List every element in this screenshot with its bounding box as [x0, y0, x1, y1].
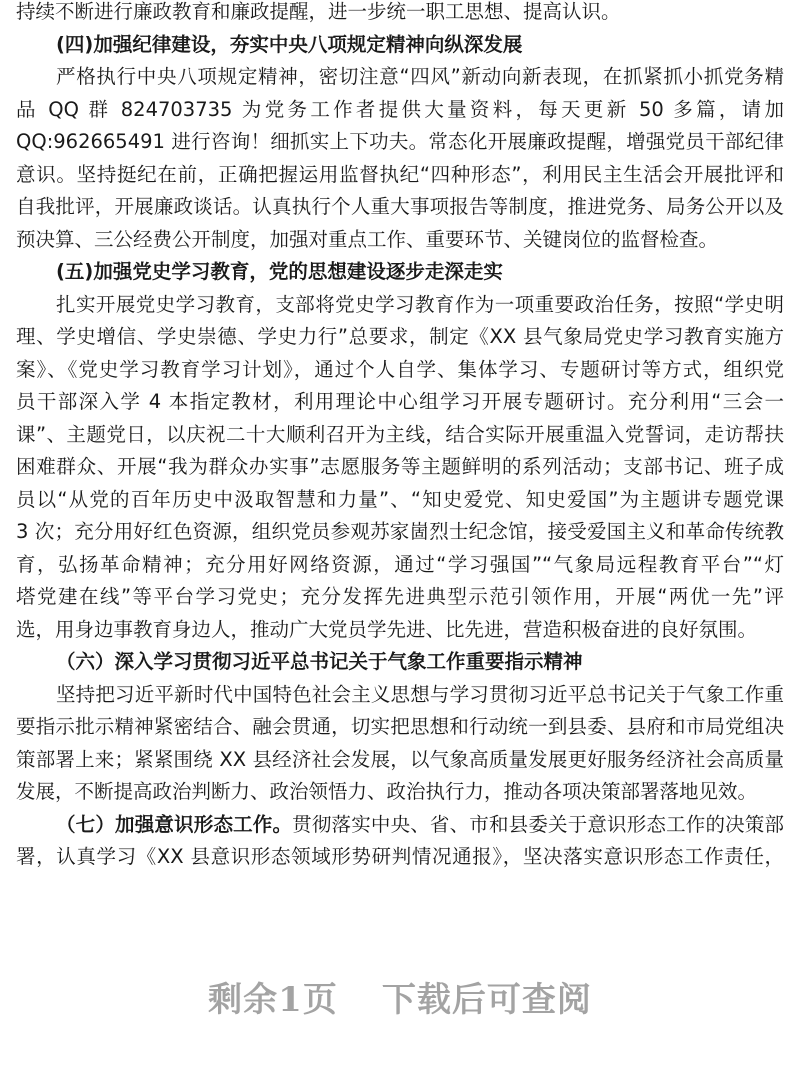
remaining-pages-notice[interactable] [0, 972, 800, 1021]
line-text: 署，认真学习《XX 县意识形态领域形势研判情况通报》，坚决落实意识形态工作责任， [16, 845, 784, 868]
paragraph-line [16, 94, 784, 127]
paragraph-line [16, 484, 784, 517]
paragraph-line [16, 321, 784, 354]
paragraph-line [16, 841, 784, 874]
line-text: 课”、主题党日，以庆祝二十大顺利召开为主线，结合实际开展重温入党誓词，走访帮扶 [16, 422, 784, 446]
paragraph-line [16, 126, 784, 159]
remaining-pages-text: 剩余1页 [208, 980, 338, 1020]
line-text: 要指示批示精神紧密结合、融会贯通，切实把思想和行动统一到县委、县府和市局党组决 [16, 715, 784, 738]
paragraph-line [16, 614, 784, 647]
line-text: QQ:962665491 进行咨询！细抓实上下功夫。常态化开展廉政提醒，增强党员干部纪律 [16, 130, 784, 153]
paragraph-line [16, 159, 784, 192]
line-text: 案》、《党史学习教育学习计划》，通过个人自学、集体学习、专题研讨等方式，组织党 [16, 357, 784, 381]
line-text: （六）深入学习贯彻习近平总书记关于气象工作重要指示精神 [56, 650, 583, 673]
paragraph-line [16, 679, 784, 712]
line-text: 严格执行中央八项规定精神，密切注意“四风”新动向新表现，在抓紧抓小抓党务精 [56, 65, 784, 88]
line-text: 扎实开展党史学习教育，支部将党史学习教育作为一项重要政治任务，按照“学史明 [56, 292, 784, 316]
line-text: 意识。坚持挺纪在前，正确把握运用监督执纪“四种形态”，利用民主生活会开展批评和 [16, 162, 784, 186]
line-text: 发展，不断提高政治判断力、政治领悟力、政治执行力，推动各项决策部署落地见效。 [16, 780, 758, 803]
paragraph-line [16, 419, 784, 452]
line-text: 策部署上来；紧紧围绕 XX 县经济社会发展，以气象高质量发展更好服务经济社会高质量 [16, 747, 784, 771]
line-text: 坚持把习近平新时代中国特色社会主义思想与学习贯彻习近平总书记关于气象工作重 [56, 682, 784, 706]
paragraph-line [16, 224, 784, 257]
line-text: 育，弘扬革命精神；充分用好网络资源，通过“学习强国”“气象局远程教育平台”“灯 [16, 552, 784, 576]
document-body [16, 0, 784, 874]
paragraph-line [16, 0, 784, 29]
paragraph-line [16, 809, 784, 842]
line-text: 持续不断进行廉政教育和廉政提醒，进一步统一职工思想、提高认识。 [16, 0, 621, 23]
section-heading [16, 256, 784, 289]
line-text: 困难群众、开展“我为群众办实事”志愿服务等主题鲜明的系列活动；支部书记、班子成 [16, 455, 784, 478]
paragraph-line [16, 61, 784, 94]
paragraph-line [16, 744, 784, 777]
paragraph-line [16, 289, 784, 322]
line-text: 理、学史增信、学史崇德、学史力行”总要求，制定《XX 县气象局党史学习教育实施方 [16, 325, 784, 348]
paragraph-line [16, 451, 784, 484]
line-text: 自我批评，开展廉政谈话。认真执行个人重大事项报告等制度，推进党务、局务公开以及 [16, 195, 784, 218]
paragraph-line [16, 191, 784, 224]
paragraph-line [16, 776, 784, 809]
download-to-view-text: 下载后可查阅 [381, 980, 592, 1020]
line-text: (四)加强纪律建设，夯实中央八项规定精神向纵深发展 [56, 32, 523, 56]
paragraph-line [16, 354, 784, 387]
line-text: 3 次；充分用好红色资源，组织党员参观苏家崮烈士纪念馆，接受爱国主义和革命传统教 [16, 520, 784, 543]
inline-heading: （七）加强意识形态工作。 [56, 812, 293, 836]
line-text: 品 QQ 群 824703735 为党务工作者提供大量资料，每天更新 50 多篇，请加 [16, 97, 784, 121]
line-text: 预决算、三公经费公开制度，加强对重点工作、重要环节、关键岗位的监督检查。 [16, 227, 719, 251]
section-heading [16, 29, 784, 62]
section-heading [16, 646, 784, 679]
line-text: 贯彻落实中央、省、市和县委关于意识形态工作的决策部 [292, 812, 784, 836]
paragraph-line [16, 516, 784, 549]
line-text: (五)加强党史学习教育，党的思想建设逐步走深走实 [56, 260, 503, 283]
paragraph-line [16, 549, 784, 582]
paragraph-line [16, 581, 784, 614]
paragraph-line [16, 711, 784, 744]
line-text: 塔党建在线”等平台学习党史；充分发挥先进典型示范引领作用，开展“两优一先”评 [16, 585, 784, 608]
line-text: 选，用身边事教育身边人，推动广大党员学先进、比先进，营造积极奋进的良好氛围。 [16, 617, 758, 641]
paragraph-line [16, 386, 784, 419]
line-text: 员以“从党的百年历史中汲取智慧和力量”、“知史爱党、知史爱国”为主题讲专题党课 [16, 487, 784, 511]
line-text: 员干部深入学 4 本指定教材，利用理论中心组学习开展专题研讨。充分利用“三会一 [16, 390, 784, 413]
